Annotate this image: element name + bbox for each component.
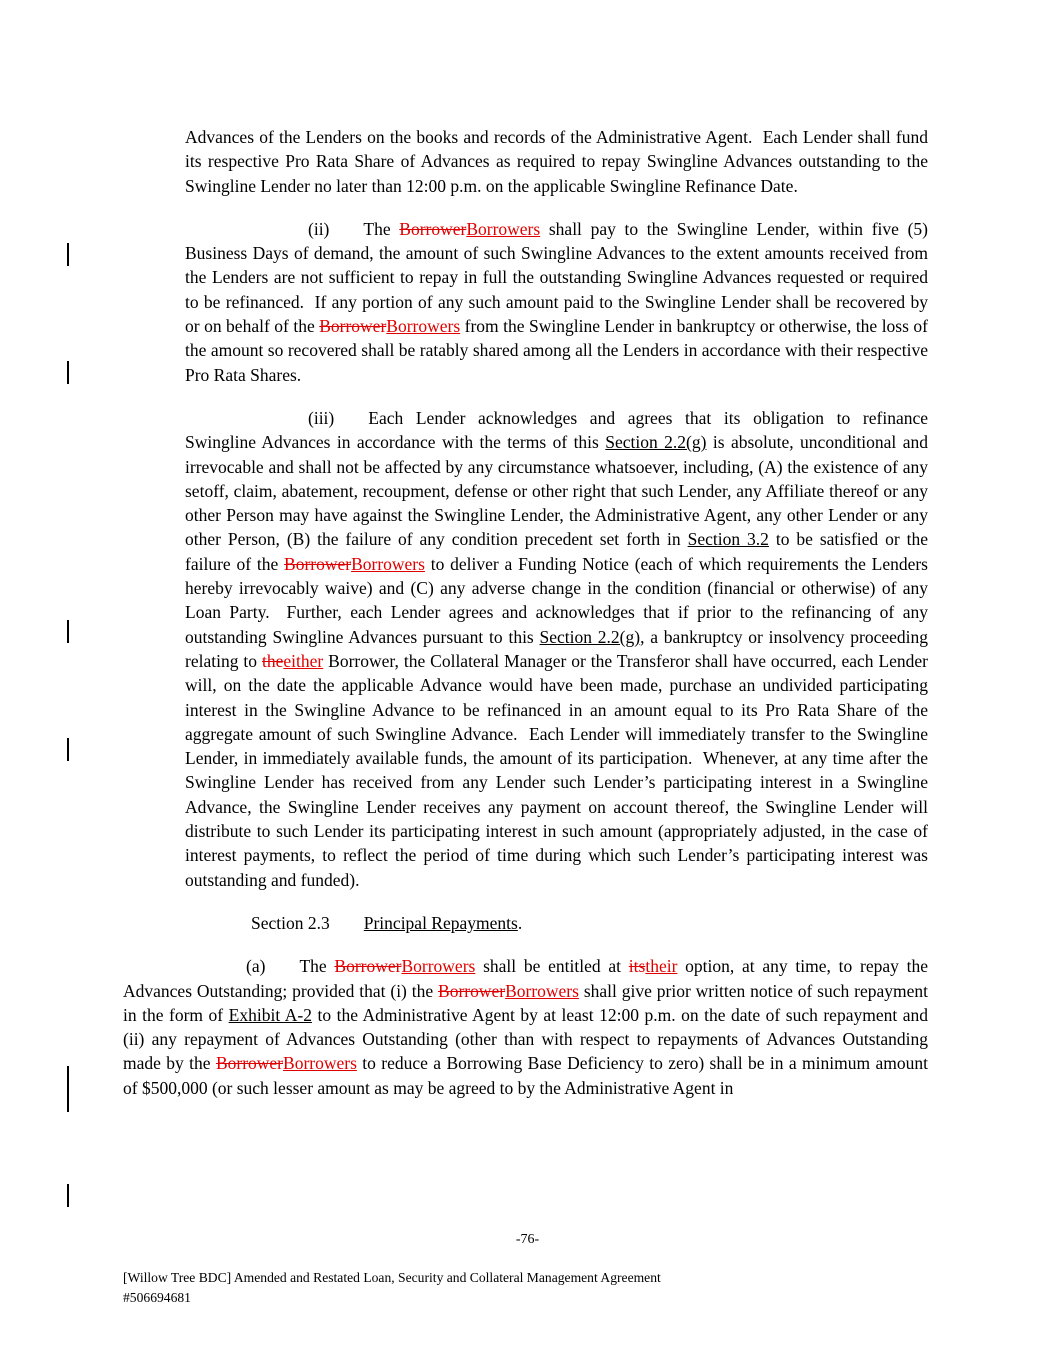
text-run: The <box>363 218 400 239</box>
reference-link: Section 2.2(g) <box>539 626 641 647</box>
inserted-text: Borrowers <box>386 316 461 337</box>
text-run: The <box>299 956 335 977</box>
inserted-text: Borrowers <box>505 980 579 1001</box>
reference-link: Section 3.2 <box>687 529 769 550</box>
text-run: to reduce a Borrowing Base Deficiency to zero) shall be in a minimum amount of $500,000 (or such lesser amount as may be agreed to by the Administrative Agent in <box>123 1053 928 1098</box>
reference-link: Section 2.2(g) <box>605 432 707 453</box>
inserted-text: Borrowers <box>351 553 425 574</box>
text-run: shall give prior written notice of such repayment in the form of <box>123 980 928 1025</box>
text-run: shall be entitled at <box>475 956 629 977</box>
footer-doc-title: [Willow Tree BDC] Amended and Restated Loan, Security and Collateral Management Agreement <box>123 1270 661 1285</box>
text-run: option, at any time, to repay the Advances Outstanding; provided that (i) the <box>123 956 928 1001</box>
inserted-text: either <box>283 650 324 671</box>
deleted-text: Borrower <box>284 553 352 574</box>
text-run: is absolute, unconditional and irrevocable and shall not be affected by any circumstance whatsoever, including, (A) the existence of any setoff, claim, abatement, recoupment, defense or other right that such Lender, any Affiliate thereof or any other Person may have against the Swingline Lender, the Administrative Agent, any other Lender or any other Person, (B) the failure of any condition precedent set forth in <box>185 432 928 550</box>
text-run: . <box>517 912 523 933</box>
footer-doc-number: #506694681 <box>123 1290 191 1305</box>
deleted-text: Borrower <box>438 980 506 1001</box>
text-run: (a) <box>246 956 266 977</box>
change-bar <box>67 361 69 384</box>
inserted-text: Borrowers <box>283 1053 357 1074</box>
text-run: , a bankruptcy or insolvency proceeding relating to <box>185 626 928 671</box>
reference-link: Exhibit A-2 <box>228 1004 312 1025</box>
paragraph-swingline-refinance <box>185 125 928 198</box>
text-run: from the Swingline Lender in bankruptcy or otherwise, the loss of the amount so recovered shall be ratably shared among all the Lenders in accordance with their respective Pro Rata Shares. <box>185 316 928 385</box>
text-run: to be satisfied or the failure of the <box>185 529 929 574</box>
reference-link: Principal Repayments <box>363 912 518 933</box>
deleted-text: Borrower <box>215 1053 284 1074</box>
paragraph-iii <box>185 406 928 892</box>
change-bar <box>67 620 69 643</box>
deleted-text: Borrower <box>319 316 387 337</box>
text-run: Section 2.3 <box>251 912 330 933</box>
deleted-text: the <box>261 650 284 671</box>
page-number: -76- <box>515 1232 540 1247</box>
inserted-text: Borrowers <box>466 218 541 239</box>
text-run: Borrower, the Collateral Manager or the Transferor shall have occurred, each Lender will, on the date the applicable Advance would have been made, purchase an undivided participating interest in the Swingline Advance to be refinanced in an amount equal to its Pro Rata Share of the aggregate amount of such Swingline Advance. Each Lender will immediately transfer to the Swingline Lender, in immediately available funds, the amount of its participation. Whenever, at any time after the Swingline Lender has received from any Lender such Lender’s participating interest in a Swingline Advance, the Swingline Lender receives any payment on account thereof, the Swingline Lender will distribute to such Lender its participating interest in such amount (appropriately adjusted, in the case of interest payments, to reflect the period of time during which such Lender’s participating interest was outstanding and funded). <box>185 650 929 890</box>
deleted-text: Borrower <box>334 956 402 977</box>
text-run: (ii) <box>308 218 330 239</box>
text-run: to deliver a Funding Notice (each of which requirements the Lenders hereby irrevocably waive) and (C) any adverse change in the condition (financial or otherwise) of any Loan Party. Further, each Lender agrees and acknowledges that if prior to the refinancing of any outstanding Swingline Advances pursuant to this <box>185 553 928 647</box>
change-bar <box>67 1184 69 1207</box>
heading-section-2-3 <box>251 911 928 935</box>
text-run: Advances of the Lenders on the books and records of the Administrative Agent. Each Lender shall fund its respective Pro Rata Share of Advances as required to repay Swingline Advances outstanding to the Swingline Lender no later than 12:00 p.m. on the applicable Swingline Refinance Date. <box>185 127 928 196</box>
deleted-text: Borrower <box>399 218 467 239</box>
change-bar <box>67 243 69 266</box>
text-run: Each Lender acknowledges and agrees that its obligation to refinance Swingline Advances in accordance with the terms of this <box>185 407 928 453</box>
deleted-text: its <box>628 956 646 977</box>
inserted-text: their <box>645 956 678 977</box>
change-bar <box>67 738 69 761</box>
text-run: to the Administrative Agent by at least 12:00 p.m. on the date of such repayment and (ii) any repayment of Advances Outstanding (other than with respect to repayments of Advances Outstanding made by the <box>123 1004 928 1074</box>
text-run: shall pay to the Swingline Lender, within five (5) Business Days of demand, the amount of such Swingline Advances to the extent amounts received from the Lenders are not sufficient to repay in full the outstanding Swingline Advances requested or required to be refinanced. If any portion of any such amount paid to the Swingline Lender shall be recovered by or on behalf of the <box>185 218 928 337</box>
change-bar <box>67 1066 69 1112</box>
inserted-text: Borrowers <box>401 956 476 977</box>
page-footer <box>123 1268 928 1308</box>
text-run: (iii) <box>308 407 335 428</box>
paragraph-ii <box>185 217 928 387</box>
paragraph-a <box>123 954 928 1100</box>
